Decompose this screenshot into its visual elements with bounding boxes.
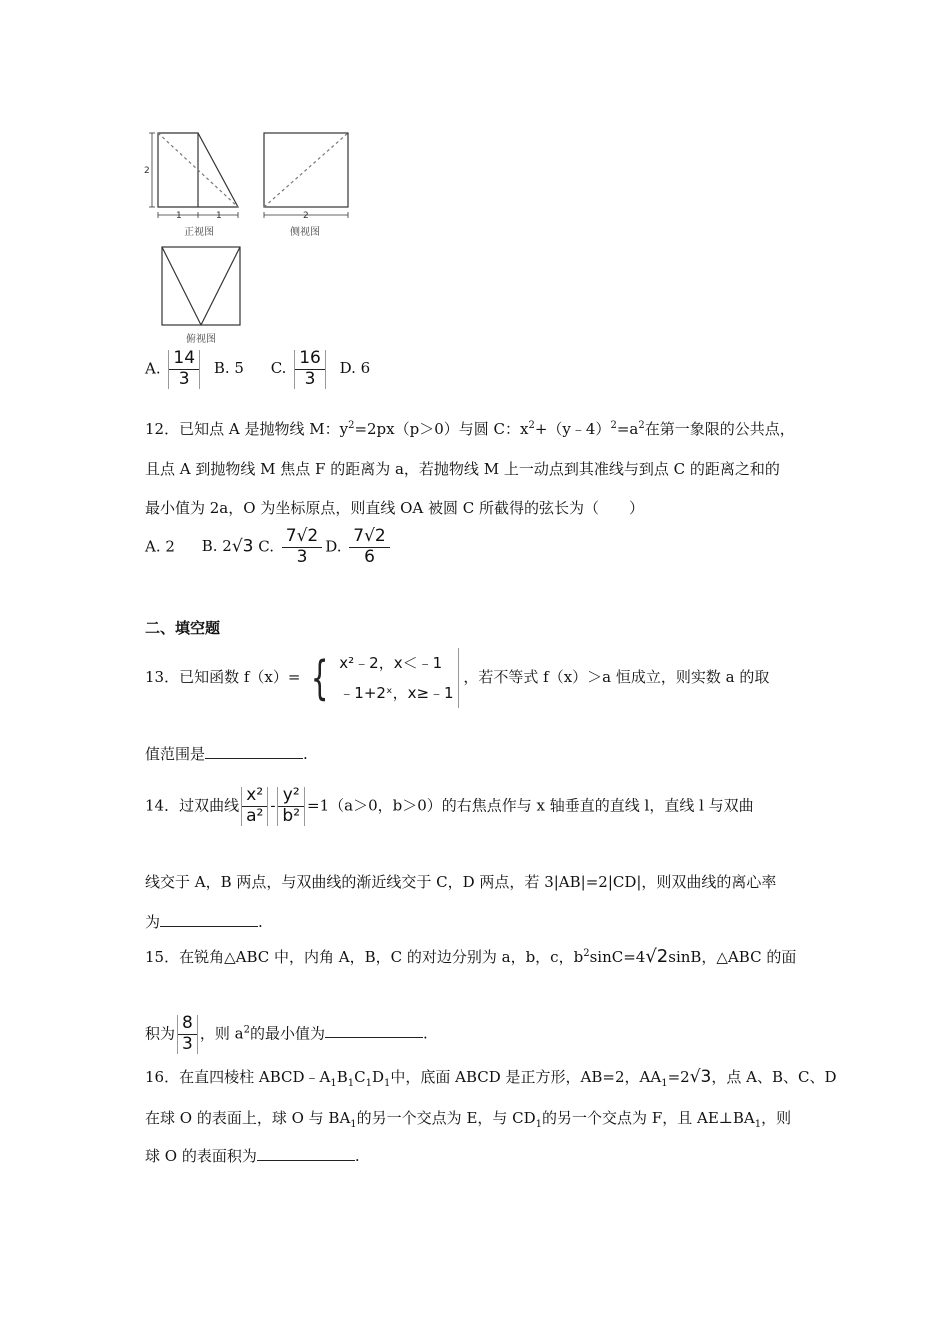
q15-f-den: 3 [182, 1033, 193, 1054]
q13-row-2: ﹣1+2ˣ，x≥﹣1 [339, 684, 454, 702]
q12-c-den: 3 [296, 546, 308, 567]
q15-end: . [422, 1024, 428, 1043]
q12-text-b: =2px（p＞0）与圆 C：x [354, 420, 529, 438]
q14-line-3 [145, 911, 263, 932]
q15-f-num: 8 [178, 1015, 197, 1035]
q15-line2-a: 积为 [145, 1024, 176, 1043]
q13-end: . [303, 745, 308, 763]
q14-lead: 14．过双曲线 [145, 796, 240, 815]
front-view [149, 133, 238, 218]
q12-option-b-radical: √3 [231, 536, 254, 557]
q12-sup: 2 [348, 420, 355, 431]
top-view-caption: 俯视图 [186, 334, 216, 345]
q14-line-2: 线交于 A，B 两点，与双曲线的渐近线交于 C，D 两点，若 3|AB|=2|CD|，则双曲线的离心率 [145, 873, 777, 891]
q16-line-2 [145, 1107, 791, 1130]
q15-lead: 15．在锐角△ABC 中，内角 A，B，C 的对边分别为 a，b，c，b [145, 948, 584, 966]
front-dim-right: 1 [216, 211, 222, 221]
q12-text-c: +（y﹣4） [534, 420, 611, 438]
q12-text-e: 在第一象限的公共点， [644, 420, 795, 438]
q11-a-num: 14 [169, 350, 199, 370]
q12-text-d: =a [616, 420, 639, 438]
q15-tail: sinB，△ABC 的面 [668, 948, 797, 966]
q13-lead: 13．已知函数 f（x）= [145, 668, 301, 686]
q13-line-2 [145, 743, 308, 764]
q13-rows [339, 648, 458, 708]
q13-line2-text: 值范围是 [145, 745, 206, 763]
q15-sup: 2 [583, 948, 590, 959]
q11-option-a-fraction [168, 350, 200, 389]
q14-x-num: x² [242, 787, 267, 807]
q14-y-num: y² [278, 787, 304, 807]
top-view [162, 247, 240, 325]
q16-radical: √3 [689, 1067, 712, 1087]
q16-text-b: B [336, 1068, 348, 1086]
q11-option-b: B. 5 [213, 359, 244, 378]
q13-piecewise [305, 648, 458, 708]
q15-area-fraction [177, 1015, 198, 1054]
q13-brace: { [311, 651, 329, 705]
q14-fraction-y [277, 787, 305, 826]
q14-end: . [258, 913, 263, 931]
q12-sup: 2 [610, 420, 617, 431]
q12-option-d-label: D. [325, 537, 342, 556]
q14-fraction-x [241, 787, 268, 826]
q11-option-d: D. 6 [339, 359, 371, 378]
q16-l2-d: ，则 [761, 1109, 792, 1127]
q16-text-g: ，点 A、B、C、D [711, 1068, 837, 1086]
q16-text-c: C [354, 1068, 366, 1086]
q16-sub: 1 [384, 1078, 391, 1089]
q12-text-a: 12．已知点 A 是抛物线 M：y [145, 420, 349, 438]
q12-line-3: 最小值为 2a，O 为坐标原点，则直线 OA 被圆 C 所截得的弦长为（ ） [145, 499, 645, 517]
q16-end: . [354, 1147, 360, 1165]
q16-l2-b: 的另一个交点为 E，与 CD [356, 1109, 536, 1127]
q12-sup: 2 [528, 420, 535, 431]
q16-line-3 [145, 1145, 360, 1166]
q16-text-d: D [371, 1068, 384, 1086]
q12-option-a: A. 2 [145, 537, 175, 556]
q16-sub: 1 [535, 1119, 543, 1130]
q14-minus: - [270, 796, 276, 815]
q16-text-f: =2 [667, 1068, 690, 1086]
q11-a-den: 3 [178, 368, 190, 389]
front-dim-left: 1 [176, 211, 182, 221]
q14-line3-text: 为 [145, 913, 161, 931]
q11-c-num: 16 [295, 350, 325, 370]
q16-text-a: 16．在直四棱柱 ABCD﹣A [145, 1068, 331, 1086]
side-view-caption: 侧视图 [290, 227, 320, 238]
q15-line-2 [145, 1015, 428, 1054]
q16-l2-c: 的另一个交点为 F，且 AE⊥BA [542, 1109, 755, 1127]
q13-answer-blank[interactable] [205, 746, 303, 759]
q14-answer-blank[interactable] [160, 914, 258, 927]
q15-line2-b: ，则 a [199, 1024, 244, 1043]
q11-option-c-label: C. [270, 359, 287, 378]
q15-mid: sinC=4 [589, 948, 646, 966]
q11-option-c-fraction [294, 350, 326, 389]
section-heading: 二、填空题 [145, 619, 221, 637]
q13-line-1 [145, 648, 769, 708]
q12-options [145, 528, 393, 567]
q16-sub: 1 [365, 1078, 372, 1089]
q15-sup-2: 2 [243, 1024, 250, 1036]
q14-x-den: a² [246, 805, 264, 826]
q12-sup: 2 [638, 420, 645, 431]
q13-tail: ，若不等式 f（x）＞a 恒成立，则实数 a 的取 [463, 668, 770, 686]
q16-line-1 [145, 1066, 836, 1089]
q15-radical: √2 [645, 946, 669, 967]
q16-sub: 1 [754, 1119, 762, 1130]
q16-sub: 1 [661, 1078, 668, 1089]
q11-option-a-label: A. [145, 359, 161, 378]
front-dim-height: 2 [144, 166, 150, 176]
q12-option-c-fraction [282, 528, 322, 567]
q16-l2-a: 在球 O 的表面上，球 O 与 BA [145, 1109, 351, 1127]
q12-line-1 [145, 418, 795, 439]
q16-sub: 1 [350, 1119, 357, 1130]
q12-option-c-label: C. [258, 537, 274, 556]
q15-line2-c: 的最小值为 [249, 1024, 325, 1043]
q11-options [145, 350, 370, 389]
q15-line-1 [145, 946, 796, 967]
q12-option-d-fraction [349, 528, 389, 567]
q12-d-den: 6 [364, 546, 375, 567]
q12-line-2: 且点 A 到抛物线 M 焦点 F 的距离为 a，若抛物线 M 上一动点到其准线与到点 C 的距离之和的 [145, 460, 780, 478]
side-view [264, 133, 348, 218]
q16-line3-text: 球 O 的表面积为 [145, 1147, 257, 1165]
q12-d-num: 7√2 [349, 528, 389, 548]
q12-c-num: 7√2 [282, 528, 322, 548]
q16-sub: 1 [330, 1078, 337, 1089]
q14-tail: =1（a＞0，b＞0）的右焦点作与 x 轴垂直的直线 l，直线 l 与双曲 [307, 796, 754, 815]
q14-y-den: b² [282, 805, 301, 826]
q12-option-b-label: B. 2 [201, 537, 232, 556]
q13-row-1: x²﹣2，x＜﹣1 [339, 654, 443, 672]
q16-text-e: 中，底面 ABCD 是正方形，AB=2，AA [390, 1068, 662, 1086]
q16-answer-blank[interactable] [257, 1148, 355, 1161]
q11-c-den: 3 [304, 368, 316, 389]
side-dim: 2 [303, 211, 309, 221]
q16-sub: 1 [347, 1078, 355, 1089]
q14-line-1 [145, 787, 754, 826]
q15-answer-blank[interactable] [325, 1025, 423, 1038]
front-view-caption: 正视图 [184, 227, 214, 238]
three-view-figure [140, 125, 360, 350]
